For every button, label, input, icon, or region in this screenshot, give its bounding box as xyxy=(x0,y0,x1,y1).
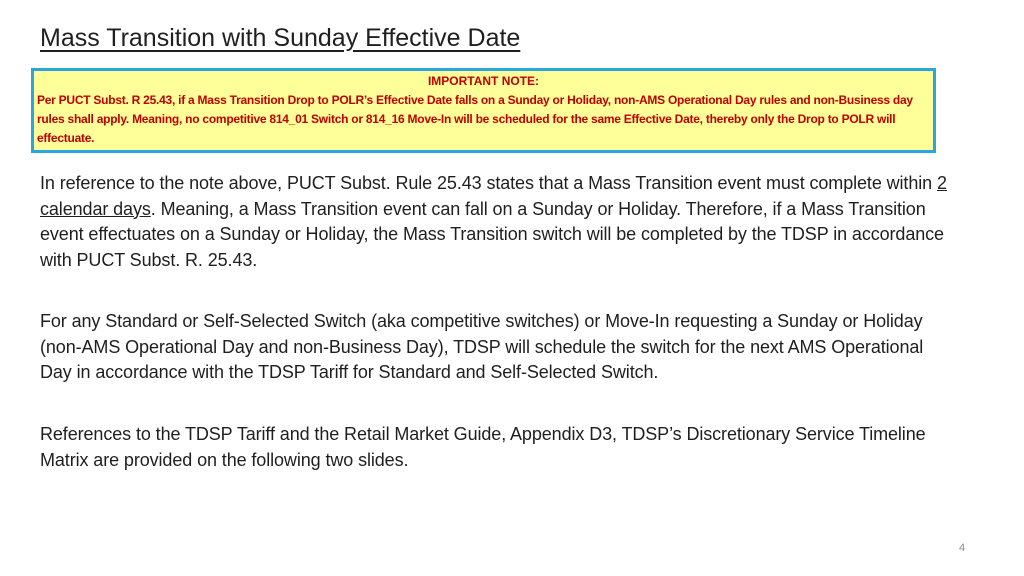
paragraph-competitive-switches: For any Standard or Self-Selected Switch (aka competitive switches) or Move-In requesting a Sunday or Holiday (non-AMS Operational Day and non-Business Day), TDSP will schedule the switch for the next AMS Operational Day in accordance with the TDSP Tariff for Standard and Self-Selected Switch. xyxy=(40,311,924,382)
important-note-body: Per PUCT Subst. R 25.43, if a Mass Transition Drop to POLR’s Effective Date falls on a Sunday or Holiday, non-AMS Operational Day rules and non-Business day rules shall apply. Meaning, no competitive 814_01 Switch or 814_16 Move-In will be scheduled for the same Effective Date, thereby only the Drop to POLR will effectuate. xyxy=(37,93,913,145)
calendar-days-emphasis: 2 calendar days xyxy=(40,173,947,219)
paragraph-references: References to the TDSP Tariff and the Retail Market Guide, Appendix D3, TDSP’s Discretionary Service Timeline Matrix are provided on the following two slides. xyxy=(40,424,926,470)
paragraph-mass-transition xyxy=(40,171,950,273)
paragraph-mass-transition-rest: . Meaning, a Mass Transition event can fall on a Sunday or Holiday. Therefore, if a Mass Transition event effectuates on a Sunday or Holiday, the Mass Transition switch will be completed by the TDSP in accordance with PUCT Subst. R. 25.43. xyxy=(40,198,944,270)
important-note-box xyxy=(31,68,936,153)
slide-title: Mass Transition with Sunday Effective Date xyxy=(40,24,521,52)
paragraph-mass-transition-lead: In reference to the note above, PUCT Subst. Rule 25.43 states that a Mass Transition event must complete within xyxy=(40,173,937,193)
page-number: 4 xyxy=(958,542,966,554)
important-note-heading: IMPORTANT NOTE: xyxy=(427,74,540,88)
